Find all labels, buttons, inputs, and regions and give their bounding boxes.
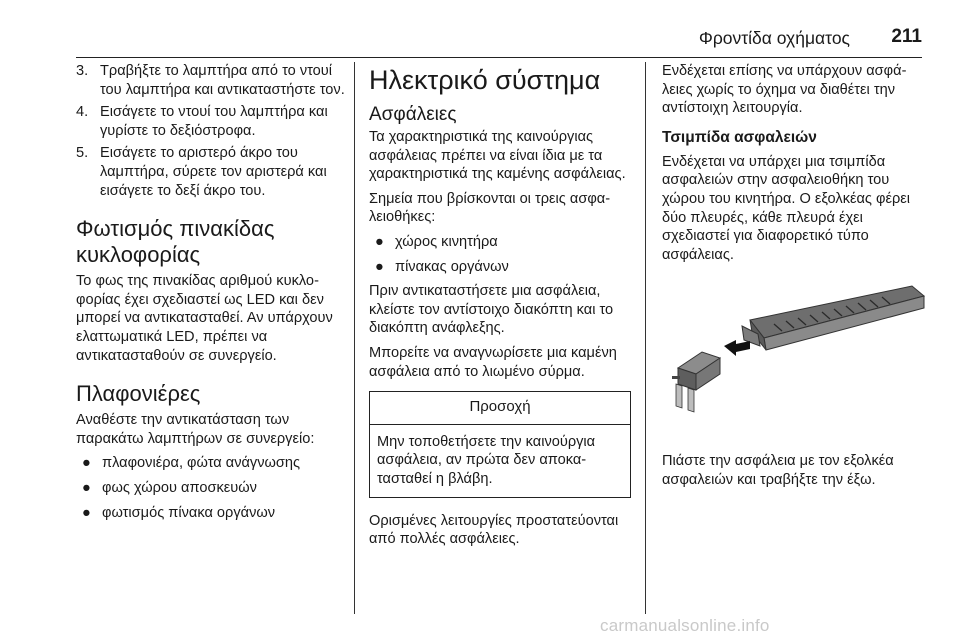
bullet-icon: ●	[375, 233, 384, 250]
section-title: Φροντίδα οχήματος	[698, 28, 850, 48]
list-item: ● φωτισμός πίνακα οργάνων	[76, 504, 348, 523]
ceiling-lights-text: Αναθέστε την αντικατάσταση των παρακάτω λαμπτήρων σε συνεργείο:	[76, 412, 315, 447]
ceiling-lights-list	[76, 454, 348, 522]
fuse-locations-list	[369, 233, 631, 276]
list-item: ● φως χώρου αποσκευών	[76, 479, 348, 498]
caution-text: Μην τοποθετήσετε την καινούργια ασφάλεια, αν πρώτα δεν αποκατασταθεί η βλάβη.	[377, 433, 596, 487]
column-divider-2	[645, 62, 646, 614]
column-left	[76, 62, 348, 528]
fuses-paragraph-6: Ενδέχεται επίσης να υπάρχουν ασφάλειες χωρίς το όχημα να διαθέτει την αντίστοιχη λειτουργία.	[662, 63, 907, 117]
plate-light-heading: Φωτισμός πινακίδας κυκλοφορίας	[76, 216, 275, 268]
watermark: carmanualsonline.info	[600, 616, 770, 635]
fuse-extractor-text: Ενδέχεται να υπάρχει μια τσιμπίδα ασφαλειών στην ασφαλειοθήκη του χώρου του κινητήρα. Ο εξολκέας φέρει δύο πλευρές, κάθε πλευρά έχει σχεδιαστεί για διαφορετικό τύπο ασφάλειας.	[662, 153, 911, 263]
steps-list	[76, 62, 348, 200]
fuses-paragraph-2: Σημεία που βρίσκονται οι τρεις ασφαλειοθήκες:	[369, 190, 611, 226]
ceiling-lights-heading: Πλαφονιέρες	[76, 381, 201, 407]
page-number: 211	[891, 26, 922, 47]
fuses-paragraph-5: Ορισμένες λειτουργίες προστατεύονται από πολλές ασφάλειες.	[369, 512, 619, 548]
list-item: ● χώρος κινητήρα	[369, 233, 631, 252]
header-rule	[76, 57, 922, 58]
list-item: ● πίνακας οργάνων	[369, 258, 631, 277]
fuses-paragraph-3: Πριν αντικαταστήσετε μια ασφάλεια, κλείστε τον αντίστοιχο διακόπτη και το διακόπτη ανάφλεξης.	[369, 283, 614, 337]
caution-box	[369, 391, 631, 497]
electrical-system-title: Ηλεκτρικό σύστημα	[369, 65, 601, 95]
step-item: 3. Τραβήξτε το λαμπτήρα από το ντουί του λαμπτήρα και αντικαταστήστε τον.	[76, 63, 345, 98]
fuse-extractor-illustration	[662, 274, 928, 434]
column-right	[662, 62, 928, 495]
bullet-icon: ●	[82, 479, 91, 496]
fuses-paragraph-4: Μπορείτε να αναγνωρίσετε μια καμένη ασφάλεια από το λιωμένο σύρμα.	[369, 344, 617, 380]
bullet-icon: ●	[82, 455, 91, 472]
list-item: ● πλαφονιέρα, φώτα ανάγνωσης	[76, 454, 348, 473]
bullet-icon: ●	[82, 504, 91, 521]
bullet-icon: ●	[375, 258, 384, 275]
fuses-paragraph-1: Τα χαρακτηριστικά της καινούργιας ασφάλειας πρέπει να είναι ίδια με τα χαρακτηριστικά της καμένης ασφάλειας.	[369, 129, 626, 183]
column-divider-1	[354, 62, 355, 614]
step-item: 4. Εισάγετε το ντουί του λαμπτήρα και γυρίστε το δεξιόστροφα.	[76, 104, 328, 139]
column-middle	[369, 62, 631, 555]
caution-title: Προσοχή	[370, 392, 630, 425]
fuse-extractor-heading: Τσιμπίδα ασφαλειών	[662, 128, 817, 146]
plate-light-text: Το φως της πινακίδας αριθμού κυκλοφορίας έχει σχεδιαστεί ως LED και δεν μπορεί να αντικατασταθεί. Αν υπάρχουν ελαττωματικά LED, πρέπει να αντικατασταθούν σε συνεργείο.	[76, 273, 333, 364]
figure-caption: Πιάστε την ασφάλεια με τον εξολκέα ασφαλειών και τραβήξτε την έξω.	[662, 452, 894, 488]
fuses-heading: Ασφάλειες	[369, 104, 457, 125]
page-header	[0, 16, 960, 56]
step-item: 5. Εισάγετε το αριστερό άκρο του λαμπτήρα, σύρετε τον αριστερά και εισάγετε το δεξί άκρο του.	[76, 145, 327, 199]
